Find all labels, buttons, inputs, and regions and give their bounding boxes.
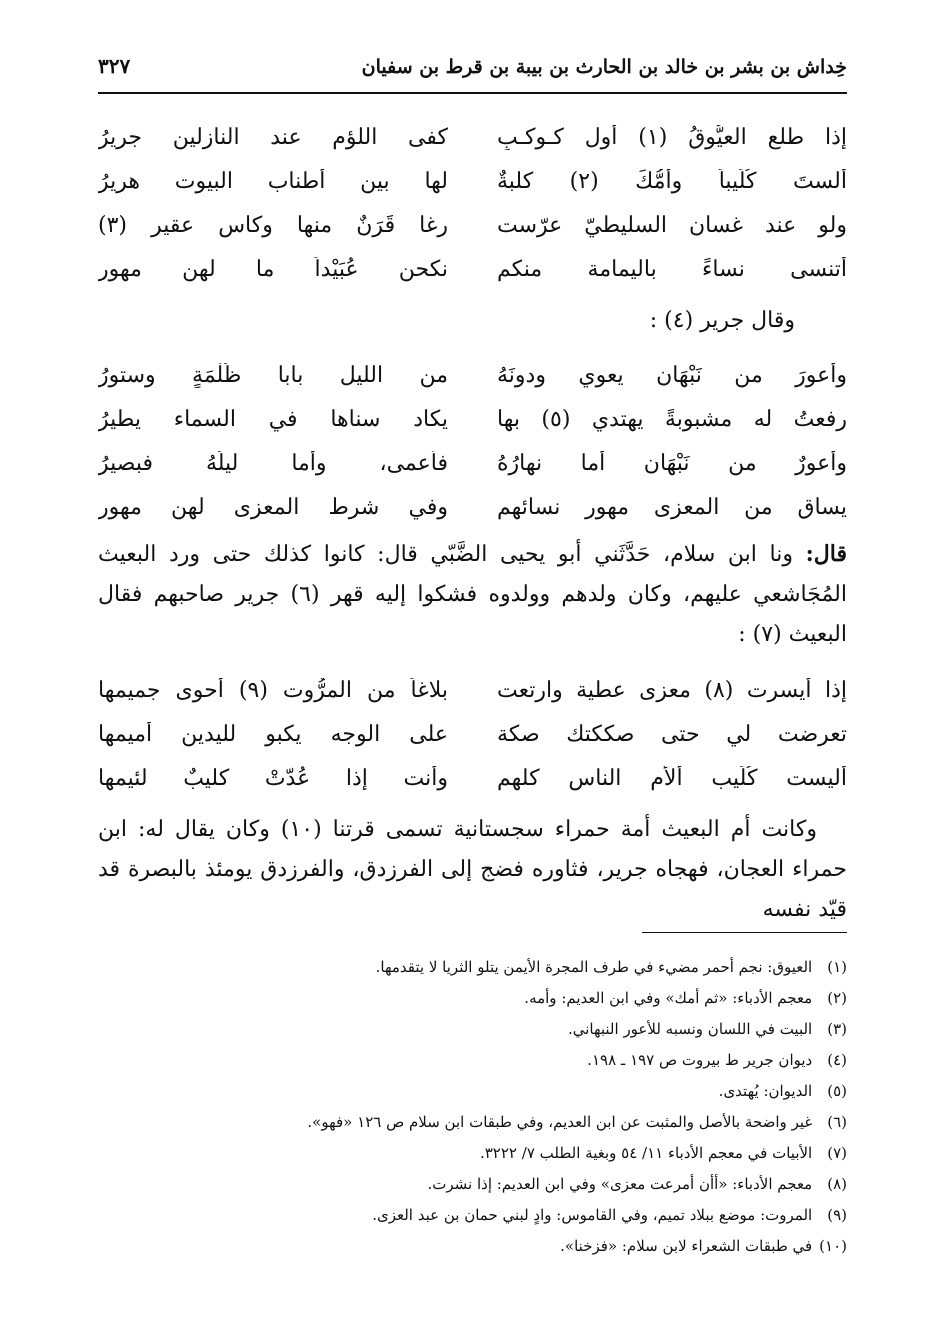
verse-second-hemistich: بلاغاً من المرُّوت (٩) أحوى جميمها xyxy=(98,678,448,703)
poem-introduction: وقال جرير (٤) : xyxy=(649,308,795,333)
footnote-separator xyxy=(642,932,847,933)
verse-first-hemistich: وأعورَ من نَبْهَان يعوي ودونَهُ xyxy=(497,363,847,388)
prose-paragraph xyxy=(98,534,847,655)
verse-line xyxy=(98,407,847,451)
verse-second-hemistich: يكاد سناها في السماء يطيرُ xyxy=(98,407,448,432)
footnote-number: (٦) xyxy=(827,1113,847,1131)
footnote-number: (٢) xyxy=(827,989,847,1007)
verse-second-hemistich: كفى اللؤم عند النازلين جريرُ xyxy=(98,125,448,150)
footnote xyxy=(98,1107,847,1138)
running-header xyxy=(98,52,847,94)
verse-line xyxy=(98,451,847,495)
verse-second-hemistich: لها بين أطناب البيوت هريرُ xyxy=(98,169,448,194)
verse-line xyxy=(98,495,847,539)
verse-first-hemistich: ولو عند غسان السليطيّ عرّست xyxy=(497,213,847,238)
verse-first-hemistich: وأعورٌ من نَبْهَان أما نهارُهُ xyxy=(497,451,847,476)
verse-second-hemistich: وأنت إذا عُدّتْ كليبٌ لئيمها xyxy=(98,766,448,791)
verse-line xyxy=(98,363,847,407)
footnote xyxy=(98,1014,847,1045)
verse-second-hemistich: على الوجه يكبو لليدين أميمها xyxy=(98,722,448,747)
footnote-text: الديوان: يُهتدى. xyxy=(718,1082,813,1100)
footnote-text: البيت في اللسان ونسبه للأعور النبهاني. xyxy=(567,1020,813,1038)
footnote-text: غير واضحة بالأصل والمثبت عن ابن العديم، وفي طبقات ابن سلام ص ١٢٦ «فهو». xyxy=(307,1113,813,1131)
footnote-text: معجم الأدباء: «ثم أمك» وفي ابن العديم: وأمه. xyxy=(524,989,813,1007)
footnote xyxy=(98,1231,847,1262)
verse-first-hemistich: ألستَ كُلَيباً وأمُّكَ (٢) كلبةٌ xyxy=(497,169,847,194)
verse-second-hemistich: فأعمى، وأما ليلُهُ فبصيرُ xyxy=(98,451,448,476)
footnote-number: (٣) xyxy=(827,1020,847,1038)
footnote-text: المروت: موضع ببلاد تميم، وفي القاموس: وادٍ لبني حمان بن عبد العزى. xyxy=(372,1206,813,1224)
footnote xyxy=(98,1200,847,1231)
footnote-number: (٤) xyxy=(827,1051,847,1069)
footnote-text: في طبقات الشعراء لابن سلام: «فزخنا». xyxy=(560,1237,813,1255)
footnotes xyxy=(98,952,847,1262)
verse-line xyxy=(98,766,847,810)
footnote xyxy=(98,1169,847,1200)
footnote-number: (١) xyxy=(827,958,847,976)
footnote-text: ديوان جرير ط بيروت ص ١٩٧ ـ ١٩٨. xyxy=(587,1051,813,1069)
footnote xyxy=(98,952,847,983)
footnote-text: العيوق: نجم أحمر مضيء في طرف المجرة الأيمن يتلو الثريا لا يتقدمها. xyxy=(375,958,813,976)
footnote-number: (٧) xyxy=(827,1144,847,1162)
verse-line xyxy=(98,125,847,169)
footnote-text: معجم الأدباء: «أأن أمرعت معزى» وفي ابن العديم: إذا نشرت. xyxy=(427,1175,813,1193)
paragraph-text: ونا ابن سلام، حَدَّثَني أبو يحيى الضَّبّي قال: كانوا كذلك حتى ورد البعيث المُجَاشعي عليهم، وكان ولدهم وولدوه فشكوا إليه قهر (٦) جرير صاحبهم فقال البعيث (٧) : xyxy=(98,542,847,647)
verse-line xyxy=(98,678,847,722)
prose-paragraph: وكانت أم البعيث أمة حمراء سجستانية تسمى قرتنا (١٠) وكان يقال له: ابن حمراء العجان، فهجاه جرير، فثاوره فضج إلى الفرزدق، والفرزدق يومئذ بالبصرة قد قيّد نفسه xyxy=(98,817,847,922)
verse-line xyxy=(98,213,847,257)
verse-first-hemistich: إذا أيسرت (٨) معزى عطية وارتعت xyxy=(497,678,847,703)
verse-first-hemistich: إذا طلع العيُّوقُ (١) أول كـوكـبٍ xyxy=(497,125,847,150)
verse-second-hemistich: رغا قَرَنٌ منها وكاس عقير (٣) xyxy=(98,213,448,238)
footnote xyxy=(98,1076,847,1107)
footnote-number: (١٠) xyxy=(819,1237,847,1255)
verse-first-hemistich: أليست كُلَيب ألأم الناس كلهم xyxy=(497,766,847,791)
header-title: خِداش بن بشر بن خالد بن الحارث بن بيبة بن قرط بن سفيان xyxy=(361,56,847,78)
verse-second-hemistich: وفي شرط المعزى لهن مهور xyxy=(98,495,448,520)
verse-line xyxy=(98,257,847,301)
footnote xyxy=(98,983,847,1014)
verse-line xyxy=(98,169,847,213)
footnote-number: (٩) xyxy=(827,1206,847,1224)
verse-first-hemistich: أتنسى نساءً باليمامة منكم xyxy=(497,257,847,282)
verse-first-hemistich: تعرضت لي حتى صككتك صكة xyxy=(497,722,847,747)
paragraph-lead-word: قال: xyxy=(805,541,847,567)
verse-line xyxy=(98,722,847,766)
footnote-text: الأبيات في معجم الأدباء ١١/ ٥٤ وبغية الطلب ٧/ ٣٢٢٢. xyxy=(479,1144,813,1162)
footnote xyxy=(98,1045,847,1076)
verse-second-hemistich: من الليل بابا ظُلْمَةٍ وستورُ xyxy=(98,363,448,388)
footnote-number: (٥) xyxy=(827,1082,847,1100)
footnote-number: (٨) xyxy=(827,1175,847,1193)
page-number: ٣٢٧ xyxy=(98,54,131,78)
verse-second-hemistich: نكحن عُبَيْداً ما لهن مهور xyxy=(98,257,448,282)
footnote xyxy=(98,1138,847,1169)
verse-first-hemistich: يساق من المعزى مهور نسائهم xyxy=(497,495,847,520)
verse-first-hemistich: رفعتُ له مشبوبةً يهتدي (٥) بها xyxy=(497,407,847,432)
